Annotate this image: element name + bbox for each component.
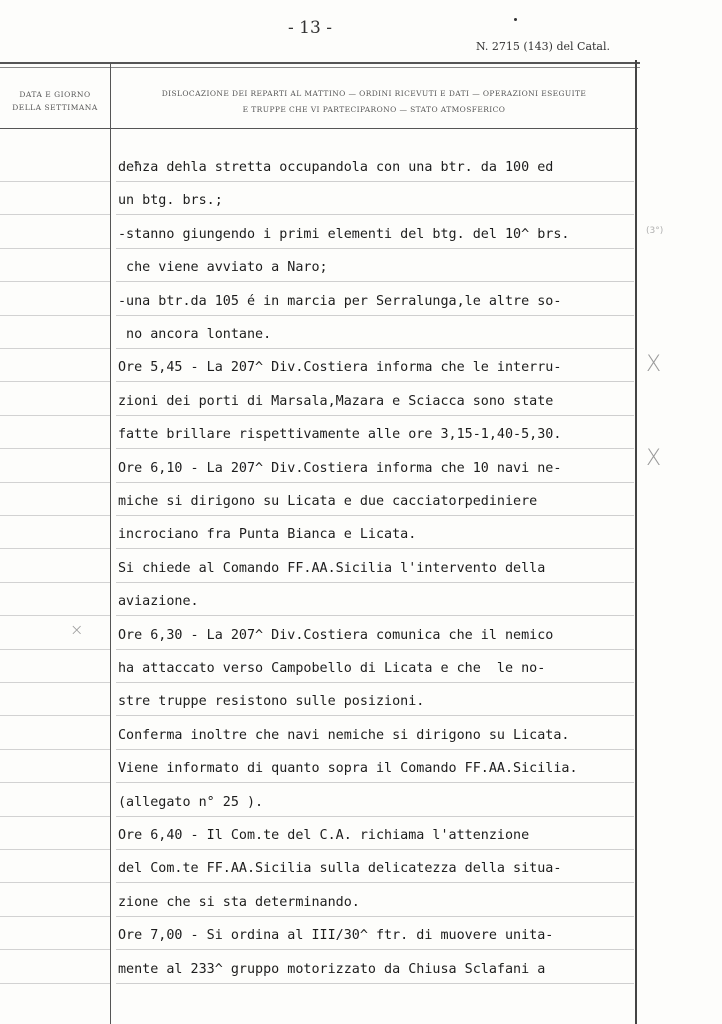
text-line: ha attaccato verso Campobello di Licata e che le no- <box>118 661 546 676</box>
text-line: Ore 6,40 - Il Com.te del C.A. richiama l'attenzione <box>118 828 530 843</box>
margin-cross-mark: × <box>70 620 84 639</box>
ruled-line-left <box>0 348 110 349</box>
ruled-line-main <box>116 482 634 483</box>
ruled-line-left <box>0 248 110 249</box>
ruled-line-main <box>116 181 634 182</box>
ruled-line-main <box>116 749 634 750</box>
margin-cross-mark: X <box>646 352 662 377</box>
column-divider-right <box>635 60 637 1024</box>
ruled-line-main <box>116 281 634 282</box>
text-line: deħza dehla stretta occupandola con una btr. da 100 ed <box>118 160 554 175</box>
text-line: miche si dirigono su Licata e due cacciatorpediniere <box>118 494 538 509</box>
header-bottom-rule <box>0 128 638 129</box>
ruled-line-main <box>116 649 634 650</box>
ruled-line-left <box>0 515 110 516</box>
ruled-line-left <box>0 649 110 650</box>
ruled-line-main <box>116 782 634 783</box>
text-line: aviazione. <box>118 594 199 610</box>
text-line: Conferma inoltre che navi nemiche si dirigono su Licata. <box>118 727 570 743</box>
ruled-line-main <box>116 882 634 883</box>
top-rule <box>0 62 640 64</box>
text-line: no ancora lontane. <box>118 327 272 342</box>
date-column-header-line: DATA E GIORNO <box>19 90 91 99</box>
ruled-line-main <box>116 214 634 215</box>
ruled-line-main <box>116 515 634 516</box>
text-line: Ore 6,10 - La 207^ Div.Costiera informa che 10 navi ne- <box>118 460 562 476</box>
column-divider-left <box>110 64 111 1024</box>
margin-cross-mark: X <box>646 446 662 471</box>
ruled-line-left <box>0 816 110 817</box>
ruled-line-main <box>116 615 634 616</box>
ruled-line-main <box>116 315 634 316</box>
ruled-line-main <box>116 849 634 850</box>
text-line: Viene informato di quanto sopra il Comando FF.AA.Sicilia. <box>118 761 578 777</box>
ruled-line-left <box>0 214 110 215</box>
ruled-line-main <box>116 415 634 416</box>
ruled-line-left <box>0 548 110 549</box>
text-line: Si chiede al Comando FF.AA.Sicilia l'intervento della <box>118 560 546 576</box>
ruled-line-main <box>116 582 634 583</box>
text-line: mente al 233^ gruppo motorizzato da Chiusa Sclafani a <box>118 961 546 977</box>
text-line: zioni dei porti di Marsala,Mazara e Sciacca sono state <box>118 393 554 409</box>
ruled-line-left <box>0 482 110 483</box>
ruled-line-left <box>0 415 110 416</box>
margin-note: (3°) <box>646 226 664 236</box>
main-column-header <box>118 86 630 118</box>
ruled-line-main <box>116 916 634 917</box>
page-number: - 13 - <box>288 18 332 38</box>
main-column-header-line: DISLOCAZIONE DEI REPARTI AL MATTINO — ORDINI RICEVUTI E DATI — OPERAZIONI ESEGUITE <box>161 89 587 98</box>
text-line: Ore 6,30 - La 207^ Div.Costiera comunica che il nemico <box>118 627 554 643</box>
ruled-line-main <box>116 348 634 349</box>
text-line: che viene avviato a Naro; <box>118 260 328 276</box>
catalog-reference: N. 2715 (143) del Catal. <box>475 40 610 53</box>
ruled-line-left <box>0 782 110 783</box>
ink-dot <box>514 18 517 21</box>
ruled-line-left <box>0 882 110 883</box>
ruled-line-left <box>0 448 110 449</box>
ruled-line-main <box>116 381 634 382</box>
ruled-line-left <box>0 949 110 950</box>
ruled-line-left <box>0 281 110 282</box>
ruled-line-main <box>116 548 634 549</box>
ruled-line-left <box>0 715 110 716</box>
top-rule-secondary <box>0 67 640 68</box>
text-line: del Com.te FF.AA.Sicilia sulla delicatezza della situa- <box>118 861 562 877</box>
ruled-line-main <box>116 448 634 449</box>
ruled-line-main <box>116 816 634 817</box>
text-line: -una btr.da 105 é in marcia per Serralunga,le altre so- <box>118 293 562 309</box>
ruled-line-left <box>0 983 110 984</box>
text-line: Ore 7,00 - Si ordina al III/30^ ftr. di muovere unita- <box>118 928 554 944</box>
text-line: stre truppe resistono sulle posizioni. <box>118 694 425 710</box>
text-line: incrociano fra Punta Bianca e Licata. <box>118 527 417 543</box>
text-line: un btg. brs.; <box>118 193 223 209</box>
ruled-line-left <box>0 582 110 583</box>
text-line: (allegato n° 25 ). <box>118 794 264 810</box>
text-line: -stanno giungendo i primi elementi del btg. del 10^ brs. <box>118 226 570 242</box>
ruled-line-left <box>0 682 110 683</box>
ruled-line-left <box>0 916 110 917</box>
date-column-header <box>2 88 108 114</box>
main-column-header-line: E TRUPPE CHE VI PARTECIPARONO — STATO ATMOSFERICO <box>242 105 506 114</box>
text-line: fatte brillare rispettivamente alle ore 3,15-1,40-5,30. <box>118 427 562 443</box>
ruled-line-left <box>0 381 110 382</box>
ruled-line-left <box>0 749 110 750</box>
text-line: Ore 5,45 - La 207^ Div.Costiera informa che le interru- <box>118 360 562 376</box>
ruled-line-left <box>0 615 110 616</box>
text-line: zione che si sta determinando. <box>118 894 360 910</box>
date-column-header-line: DELLA SETTIMANA <box>12 103 98 112</box>
ruled-line-main <box>116 682 634 683</box>
ruled-line-left <box>0 315 110 316</box>
ruled-line-main <box>116 949 634 950</box>
ruled-line-main <box>116 983 634 984</box>
ruled-line-main <box>116 715 634 716</box>
ruled-line-main <box>116 248 634 249</box>
ruled-line-left <box>0 849 110 850</box>
ruled-line-left <box>0 181 110 182</box>
